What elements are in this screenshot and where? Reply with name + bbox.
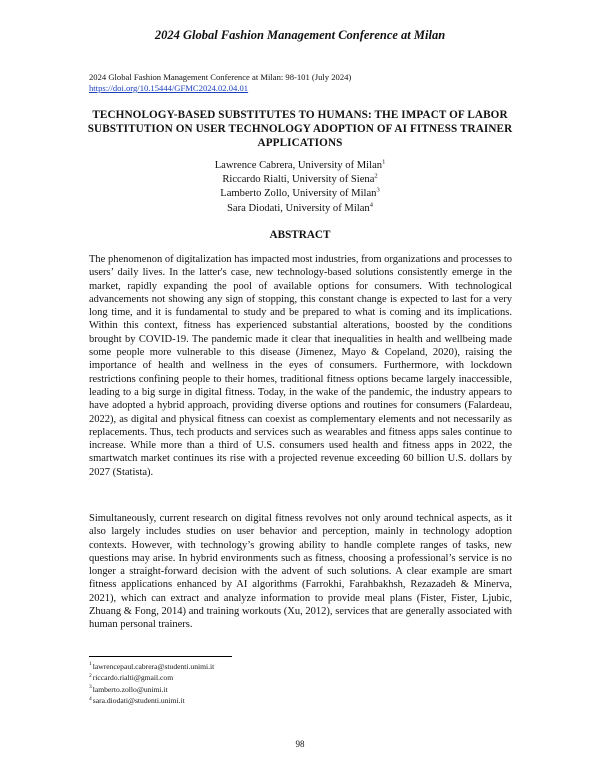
paper-title: TECHNOLOGY-BASED SUBSTITUTES TO HUMANS: THE IMPACT OF LABOR SUBSTITUTION ON USER TECHNOLOGY ADOPTION OF AI FITNESS TRAINER APPLICATIONS	[87, 109, 513, 149]
footnotes	[89, 661, 214, 707]
footnote-4-email[interactable]: sara.diodati@studenti.unimi.it	[92, 696, 185, 706]
citation-block	[89, 72, 351, 94]
footnote-1: $^1$lawrencepaul.cabrera@studenti.unimi.it	[89, 661, 215, 671]
page-number: 98	[295, 739, 305, 749]
author-1-footnote-mark: 1	[382, 158, 386, 166]
abstract-paragraph-1: The phenomenon of digitalization has impacted most industries, from organizations and processes to users’ daily lives. In the latter's case, new technology-based solutions consistently emerge in the market, rapidly expanding the pool of available options for consumers. With technological advancements not showing any sign of stopping, this constant change is expected to last for a very long time, and it is fundamental to study and be prepared to what is coming and its implications. Within this context, fitness has experienced substantial alterations, boosted by the conditions brought by COVID-19. The pandemic made it clear that inequalities in health and wellbeing made some people more vulnerable to this disease (Jimenez, Mayo & Copeland, 2020), raising the importance of health and wellness in the eyes of consumers. Furthermore, with lockdown restrictions confining people to their homes, traditional fitness options became largely inaccessible, leading to a big surge in digital fitness. Today, in the wake of the pandemic, the industry appears to have adopted a hybrid approach, providing diverse options and routines for consumers (Falardeau, 2022), as digital and physical fitness can coexist as complementary elements and not necessarily as replacements. Thus, tech products and services such as wearables and fitness apps sales continue to increase. While more than a third of U.S. consumers used health and fitness apps in 2022, the smartwatch market continues its rise with a projected revenue exceeding 60 billion U.S. dollars by 2027 (Statista).	[89, 254, 512, 478]
author-list	[0, 159, 600, 216]
footnote-2-email[interactable]: riccardo.rialti@gmail.com	[92, 673, 174, 683]
author-3-footnote-mark: 3	[376, 186, 380, 194]
author-3: Lamberto Zollo, University of Milan$^3$	[220, 186, 380, 200]
author-2: Riccardo Rialti, University of Siena$^2$	[222, 172, 378, 186]
running-header: 2024 Global Fashion Management Conference at Milan	[154, 28, 446, 42]
footnote-4: $^4$sara.diodati@studenti.unimi.it	[89, 695, 185, 706]
author-1: Lawrence Cabrera, University of Milan$^1$	[214, 158, 386, 171]
abstract-heading: ABSTRACT	[269, 229, 331, 241]
footnote-3-email[interactable]: lamberto.zollo@unimi.it	[92, 684, 168, 694]
footnote-1-email[interactable]: lawrencepaul.cabrera@studenti.unimi.it	[92, 662, 215, 671]
author-2-footnote-mark: 2	[374, 172, 378, 180]
author-4-footnote-mark: 4	[369, 201, 373, 209]
footnote-3: $^3$lamberto.zollo@unimi.it	[89, 684, 168, 694]
footnote-divider	[89, 656, 232, 657]
abstract-paragraph-2: Simultaneously, current research on digital fitness revolves not only around technical aspects, as it also largely includes studies on user behavior and perception, mainly in technology adoption contexts. However, with technology’s growing ability to handle complete ranges of tasks, new questions may arise. In hybrid environments such as fitness, choosing a professional’s service is no longer a straight-forward decision with the advent of such solutions. A clear example are smart fitness applications enhanced by AI algorithms (Farrokhi, Farahbakhsh, Rezazadeh & Minerva, 2021), which can extract and analyze information to provide meal plans (Fister, Fister, Ljubic, Zhuang & Fong, 2014) and training workouts (Xu, 2012), services that are generally associated with human personal trainers.	[89, 513, 512, 631]
author-4: Sara Diodati, University of Milan$^4$	[227, 201, 373, 214]
doi-link[interactable]: https://doi.org/10.15444/GFMC2024.02.04.01	[89, 83, 249, 93]
footnote-2: $^2$riccardo.rialti@gmail.com	[89, 672, 174, 683]
citation-line: 2024 Global Fashion Management Conference at Milan: 98-101 (July 2024)	[89, 72, 352, 82]
